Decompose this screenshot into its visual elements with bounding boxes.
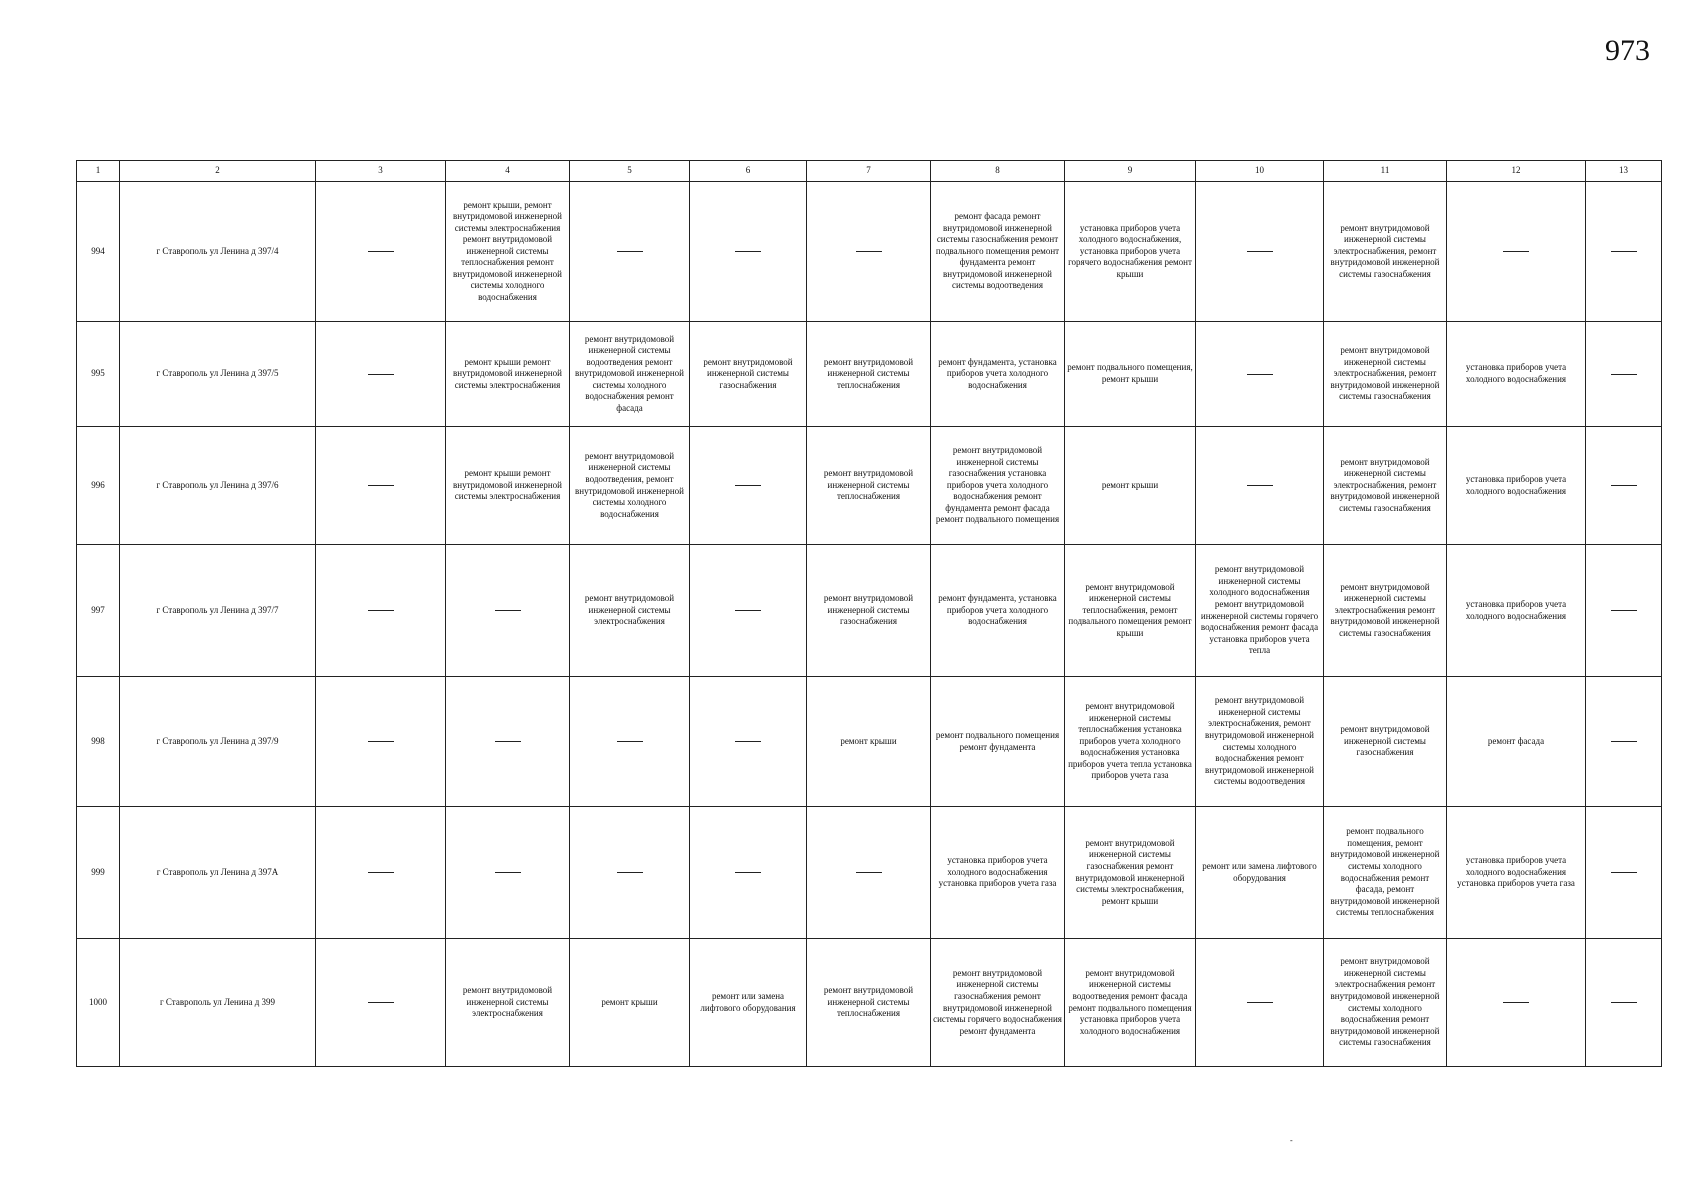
work-cell-c8: ремонт фундамента, установка приборов учета холодного водоснабжения <box>931 322 1065 427</box>
work-cell-c10: ремонт внутридомовой инженерной системы холодного водоснабжения ремонт внутридомовой инженерной системы горячего водоснабжения ремонт фасада установка приборов учета тепла <box>1196 545 1324 677</box>
empty-dash <box>617 741 643 742</box>
work-cell-c5 <box>570 182 690 322</box>
work-cell-c4: ремонт крыши ремонт внутридомовой инженерной системы электроснабжения <box>446 322 570 427</box>
work-cell-c6: ремонт внутридомовой инженерной системы газоснабжения <box>690 322 807 427</box>
work-cell-c9: ремонт внутридомовой инженерной системы теплоснабжения установка приборов учета холодного водоснабжения установка приборов учета тепла установка приборов учета газа <box>1065 677 1196 807</box>
empty-dash <box>735 872 761 873</box>
work-cell-c9: ремонт подвального помещения, ремонт крыши <box>1065 322 1196 427</box>
empty-dash <box>1247 374 1273 375</box>
empty-dash <box>368 485 394 486</box>
row-number-cell: 997 <box>77 545 120 677</box>
column-header: 9 <box>1065 161 1196 182</box>
work-cell-c3 <box>316 677 446 807</box>
address-cell: г Ставрополь ул Ленина д 397/9 <box>120 677 316 807</box>
work-cell-c5: ремонт внутридомовой инженерной системы электроснабжения <box>570 545 690 677</box>
address-cell: г Ставрополь ул Ленина д 397/5 <box>120 322 316 427</box>
work-cell-c7: ремонт внутридомовой инженерной системы газоснабжения <box>807 545 931 677</box>
column-header: 12 <box>1447 161 1586 182</box>
work-cell-c4 <box>446 807 570 939</box>
empty-dash <box>368 251 394 252</box>
work-cell-c4 <box>446 545 570 677</box>
table-row <box>77 939 1662 1067</box>
work-cell-c11: ремонт внутридомовой инженерной системы электроснабжения, ремонт внутридомовой инженерной системы газоснабжения <box>1324 322 1447 427</box>
row-number-cell: 998 <box>77 677 120 807</box>
column-header: 8 <box>931 161 1065 182</box>
repair-schedule-table <box>76 160 1662 1067</box>
work-cell-c8: ремонт фундамента, установка приборов учета холодного водоснабжения <box>931 545 1065 677</box>
table-row <box>77 807 1662 939</box>
work-cell-c11: ремонт внутридомовой инженерной системы электроснабжения, ремонт внутридомовой инженерной системы газоснабжения <box>1324 427 1447 545</box>
page-number: 973 <box>1605 34 1650 67</box>
table-row <box>77 427 1662 545</box>
row-number-cell: 1000 <box>77 939 120 1067</box>
work-cell-c4: ремонт внутридомовой инженерной системы электроснабжения <box>446 939 570 1067</box>
work-cell-c6 <box>690 182 807 322</box>
work-cell-c11: ремонт внутридомовой инженерной системы газоснабжения <box>1324 677 1447 807</box>
address-cell: г Ставрополь ул Ленина д 397/4 <box>120 182 316 322</box>
work-cell-c10 <box>1196 427 1324 545</box>
column-header: 3 <box>316 161 446 182</box>
work-cell-c7 <box>807 807 931 939</box>
table-row <box>77 322 1662 427</box>
column-header: 4 <box>446 161 570 182</box>
work-cell-c8: ремонт подвального помещения ремонт фундамента <box>931 677 1065 807</box>
empty-dash <box>1247 1002 1273 1003</box>
empty-dash <box>1611 485 1637 486</box>
table-row <box>77 677 1662 807</box>
work-cell-c9: ремонт внутридомовой инженерной системы газоснабжения ремонт внутридомовой инженерной системы электроснабжения, ремонт крыши <box>1065 807 1196 939</box>
work-cell-c3 <box>316 939 446 1067</box>
address-cell: г Ставрополь ул Ленина д 397/6 <box>120 427 316 545</box>
empty-dash <box>735 741 761 742</box>
address-cell: г Ставрополь ул Ленина д 397А <box>120 807 316 939</box>
work-cell-c8: установка приборов учета холодного водоснабжения установка приборов учета газа <box>931 807 1065 939</box>
work-cell-c5 <box>570 677 690 807</box>
work-cell-c5 <box>570 807 690 939</box>
work-cell-c4 <box>446 677 570 807</box>
work-cell-c8: ремонт внутридомовой инженерной системы газоснабжения установка приборов учета холодного водоснабжения ремонт фундамента ремонт фасада ремонт подвального помещения <box>931 427 1065 545</box>
empty-dash <box>1611 251 1637 252</box>
work-cell-c6 <box>690 807 807 939</box>
column-header: 6 <box>690 161 807 182</box>
work-cell-c3 <box>316 545 446 677</box>
work-cell-c12: установка приборов учета холодного водоснабжения <box>1447 322 1586 427</box>
work-cell-c4: ремонт крыши ремонт внутридомовой инженерной системы электроснабжения <box>446 427 570 545</box>
work-cell-c7: ремонт внутридомовой инженерной системы теплоснабжения <box>807 427 931 545</box>
work-cell-c10 <box>1196 939 1324 1067</box>
work-cell-c10 <box>1196 322 1324 427</box>
empty-dash <box>1503 1002 1529 1003</box>
work-cell-c9: ремонт внутридомовой инженерной системы водоотведения ремонт фасада ремонт подвального помещения установка приборов учета холодного водоснабжения <box>1065 939 1196 1067</box>
empty-dash <box>735 251 761 252</box>
empty-dash <box>617 251 643 252</box>
table-row <box>77 182 1662 322</box>
work-cell-c8: ремонт фасада ремонт внутридомовой инженерной системы газоснабжения ремонт подвального помещения ремонт фундамента ремонт внутридомовой инженерной системы водоотведения <box>931 182 1065 322</box>
column-header: 1 <box>77 161 120 182</box>
work-cell-c11: ремонт подвального помещения, ремонт внутридомовой инженерной системы холодного водоснабжения ремонт фасада, ремонт внутридомовой инженерной системы теплоснабжения <box>1324 807 1447 939</box>
work-cell-c13 <box>1586 545 1662 677</box>
column-header: 5 <box>570 161 690 182</box>
work-cell-c3 <box>316 807 446 939</box>
work-cell-c6 <box>690 427 807 545</box>
row-number-cell: 996 <box>77 427 120 545</box>
empty-dash <box>1611 741 1637 742</box>
work-cell-c12: ремонт фасада <box>1447 677 1586 807</box>
work-cell-c13 <box>1586 677 1662 807</box>
empty-dash <box>1247 485 1273 486</box>
work-cell-c9: ремонт крыши <box>1065 427 1196 545</box>
empty-dash <box>495 610 521 611</box>
empty-dash <box>1247 251 1273 252</box>
column-header: 7 <box>807 161 931 182</box>
empty-dash <box>735 610 761 611</box>
empty-dash <box>368 374 394 375</box>
empty-dash <box>856 251 882 252</box>
work-cell-c12 <box>1447 182 1586 322</box>
work-cell-c7: ремонт внутридомовой инженерной системы теплоснабжения <box>807 939 931 1067</box>
empty-dash <box>368 1002 394 1003</box>
work-cell-c9: ремонт внутридомовой инженерной системы теплоснабжения, ремонт подвального помещения ремонт крыши <box>1065 545 1196 677</box>
work-cell-c5: ремонт внутридомовой инженерной системы водоотведения ремонт внутридомовой инженерной системы холодного водоснабжения ремонт фасада <box>570 322 690 427</box>
work-cell-c5: ремонт внутридомовой инженерной системы водоотведения, ремонт внутридомовой инженерной системы холодного водоснабжения <box>570 427 690 545</box>
empty-dash <box>617 872 643 873</box>
row-number-cell: 994 <box>77 182 120 322</box>
empty-dash <box>735 485 761 486</box>
work-cell-c12: установка приборов учета холодного водоснабжения установка приборов учета газа <box>1447 807 1586 939</box>
work-cell-c7: ремонт крыши <box>807 677 931 807</box>
address-cell: г Ставрополь ул Ленина д 399 <box>120 939 316 1067</box>
column-header: 13 <box>1586 161 1662 182</box>
empty-dash <box>368 610 394 611</box>
work-cell-c6 <box>690 545 807 677</box>
empty-dash <box>856 872 882 873</box>
work-cell-c6: ремонт или замена лифтового оборудования <box>690 939 807 1067</box>
work-cell-c7 <box>807 182 931 322</box>
column-header: 10 <box>1196 161 1324 182</box>
table-row <box>77 545 1662 677</box>
empty-dash <box>1611 374 1637 375</box>
work-cell-c3 <box>316 427 446 545</box>
work-cell-c13 <box>1586 807 1662 939</box>
column-header: 11 <box>1324 161 1447 182</box>
empty-dash <box>495 872 521 873</box>
empty-dash <box>1611 1002 1637 1003</box>
work-cell-c3 <box>316 322 446 427</box>
work-cell-c10: ремонт или замена лифтового оборудования <box>1196 807 1324 939</box>
work-cell-c12 <box>1447 939 1586 1067</box>
empty-dash <box>495 741 521 742</box>
work-cell-c5: ремонт крыши <box>570 939 690 1067</box>
work-cell-c13 <box>1586 182 1662 322</box>
work-cell-c12: установка приборов учета холодного водоснабжения <box>1447 427 1586 545</box>
work-cell-c10: ремонт внутридомовой инженерной системы электроснабжения, ремонт внутридомовой инженерной системы холодного водоснабжения ремонт внутридомовой инженерной системы водоотведения <box>1196 677 1324 807</box>
footer-mark: - <box>1290 1136 1293 1145</box>
work-cell-c11: ремонт внутридомовой инженерной системы электроснабжения ремонт внутридомовой инженерной системы холодного водоснабжения ремонт внутридомовой инженерной системы газоснабжения <box>1324 939 1447 1067</box>
work-cell-c11: ремонт внутридомовой инженерной системы электроснабжения, ремонт внутридомовой инженерной системы газоснабжения <box>1324 182 1447 322</box>
work-cell-c13 <box>1586 427 1662 545</box>
work-cell-c7: ремонт внутридомовой инженерной системы теплоснабжения <box>807 322 931 427</box>
empty-dash <box>1611 872 1637 873</box>
work-cell-c3 <box>316 182 446 322</box>
row-number-cell: 999 <box>77 807 120 939</box>
empty-dash <box>1611 610 1637 611</box>
column-number-row <box>77 161 1662 182</box>
empty-dash <box>368 872 394 873</box>
empty-dash <box>368 741 394 742</box>
work-cell-c13 <box>1586 322 1662 427</box>
empty-dash <box>1503 251 1529 252</box>
work-cell-c10 <box>1196 182 1324 322</box>
row-number-cell: 995 <box>77 322 120 427</box>
work-cell-c6 <box>690 677 807 807</box>
work-cell-c9: установка приборов учета холодного водоснабжения, установка приборов учета горячего водоснабжения ремонт крыши <box>1065 182 1196 322</box>
table-body <box>77 182 1662 1067</box>
work-cell-c4: ремонт крыши, ремонт внутридомовой инженерной системы электроснабжения ремонт внутридомовой инженерной системы теплоснабжения ремонт внутридомовой инженерной системы холодного водоснабжения <box>446 182 570 322</box>
work-cell-c13 <box>1586 939 1662 1067</box>
address-cell: г Ставрополь ул Ленина д 397/7 <box>120 545 316 677</box>
work-cell-c8: ремонт внутридомовой инженерной системы газоснабжения ремонт внутридомовой инженерной системы горячего водоснабжения ремонт фундамента <box>931 939 1065 1067</box>
work-cell-c12: установка приборов учета холодного водоснабжения <box>1447 545 1586 677</box>
column-header: 2 <box>120 161 316 182</box>
work-cell-c11: ремонт внутридомовой инженерной системы электроснабжения ремонт внутридомовой инженерной системы газоснабжения <box>1324 545 1447 677</box>
